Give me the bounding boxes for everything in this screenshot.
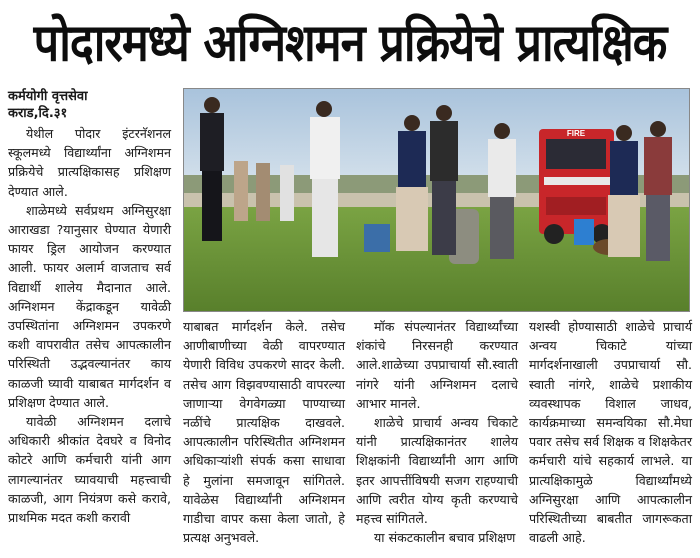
person-woman-right <box>608 125 640 257</box>
byline-dateline: कराड,दि.३१ <box>8 106 68 121</box>
person-maroon-shirt <box>644 121 672 261</box>
person-woman-teacher <box>396 115 428 251</box>
paragraph: यावेळी अग्निशमन दलाचे अधिकारी श्रीकांत देवघरे व विनोद कोटरे आणि कर्मचारी यांनी आग लागल्यानंतर घ्यावयाची महत्त्वाची काळजी, आग नियंत्रण कसे करावे, प्राथमिक मदत कशी करावी <box>8 414 171 526</box>
person-black-tshirt <box>430 105 458 255</box>
paragraph: येथील पोदार इंटरनॅशनल स्कूलमध्ये विद्यार्थ्यांना अग्निशमन प्रक्रियेचे प्रात्यक्षिकासह प्रशिक्षण देण्यात आले. <box>8 126 171 199</box>
paragraph: शाळेचे प्राचार्य अन्वय चिकाटे यांनी प्रात्यक्षिकानंतर शालेय शिक्षकांनी विद्यार्थ्यांनी आग आणि इतर आपत्तींविषयी सजग राहण्याची आणि त्वरीत योग्य कृती करण्याचे महत्त्व सांगितले. <box>356 415 518 527</box>
person-man-white-shirt <box>310 101 340 257</box>
column-3 <box>356 317 518 547</box>
paragraph: मॉक संपल्यानंतर विद्यार्थ्यांच्या शंकांचे निरसनही करण्यात आले.शाळेच्या उपप्राचार्या सौ.स्वाती नांगरे यांनी अग्निशमन दलाचे आभार मानले. <box>356 319 518 411</box>
headline-banner <box>0 0 700 82</box>
column-4 <box>529 317 692 547</box>
fire-drill-photo <box>184 89 690 312</box>
paragraph: या संकटकालीन बचाव प्रशिक्षण <box>374 530 516 546</box>
paragraph: याबाबत मार्गदर्शन केले. तसेच आणीबाणीच्या वेळी वापरण्यात येणारी विविध उपकरणे सादर केली. तसेच आग विझवण्यासाठी वापरल्या जाणाऱ्या वेगवेगळ्या पाण्याच्या नळींचे प्रात्यक्षिक दाखवले. आपत्कालीन परिस्थितीत अग्निशमन अधिकाऱ्यांशी संपर्क कसा साधावा हे मुलांना समजावून सांगितले. यावेळेस विद्यार्थ्यांनी अग्निशमन गाडीचा वापर कसा केला जातो, हे प्रत्यक्ष अनुभवले. <box>183 319 345 546</box>
byline <box>8 88 171 122</box>
paragraph: यशस्वी होण्यासाठी शाळेचे प्राचार्य अन्वय चिकाटे यांच्या मार्गदर्शनाखाली उपप्राचार्या सौ. स्वाती नांगरे, शाळेचे प्रशाकीय व्यवस्थापक विशाल जाधव, कार्यक्रमाच्या समन्वयिका सौ.मेघा पवार तसेच सर्व शिक्षक व शिक्षकेतर कर्मचारी यांचे सहकार्य लाभले. या प्रात्यक्षिकामुळे विद्यार्थ्यांमध्ये अग्निसुरक्षा आणि आपत्कालीन परिस्थितीच्या बाबतीत जागरूकता वाढली आहे. <box>529 319 692 546</box>
water-bucket <box>364 224 390 252</box>
paragraph: शाळेमध्ये सर्वप्रथम अग्निसुरक्षा आराखडा ?यानुसार घेण्यात येणारी फायर ड्रिल आयोजन करण्यात आली. फायर अलार्म वाजताच सर्व विद्यार्थी शालेय मैदानात आले. अग्निशमन केंद्राकडून यावेळी उपस्थितांना अग्निशमन उपकरणे कशी वापरावीत तसेच आपत्कालीन परिस्थिती उद्भवल्यानंतर काय काळजी घ्यावी याबाबत मार्गदर्शन व प्रशिक्षण देण्यात आले. <box>8 202 171 410</box>
byline-agency: कर्मयोगी वृत्तसेवा <box>8 89 88 104</box>
person-background <box>234 161 294 221</box>
person-firefighter <box>488 123 516 259</box>
column-2 <box>183 317 345 547</box>
news-photo <box>183 88 690 312</box>
column-1 <box>8 88 171 527</box>
truck-sign: FIRE <box>566 129 586 138</box>
blue-container <box>574 219 594 245</box>
person-officer <box>200 97 224 241</box>
headline: पोदारमध्ये अग्निशमन प्रक्रियेचे प्रात्यक्षिक <box>33 11 667 73</box>
